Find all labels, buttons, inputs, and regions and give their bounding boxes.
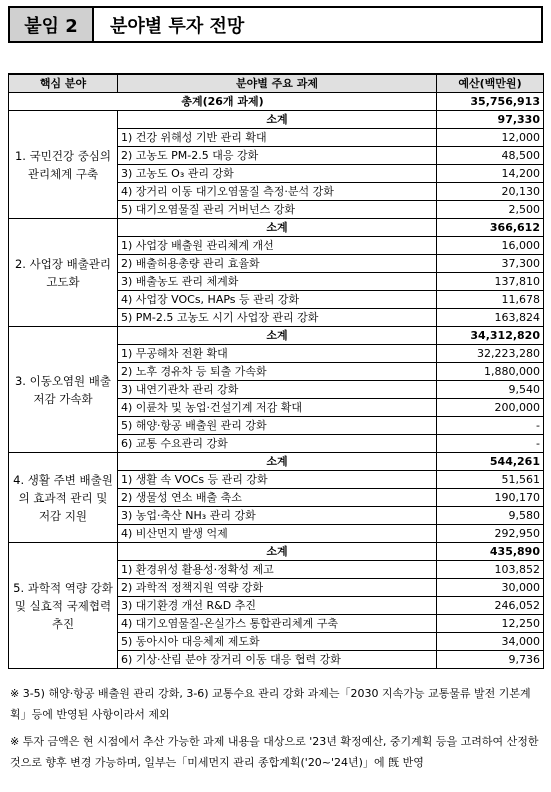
task-cell: 5) 동아시아 대응체제 제도화 (118, 633, 437, 651)
budget-cell: 12,250 (437, 615, 544, 633)
category-cell: 1. 국민건강 중심의 관리체계 구축 (9, 111, 118, 219)
budget-cell: 163,824 (437, 309, 544, 327)
budget-cell: 14,200 (437, 165, 544, 183)
subtotal-label: 소계 (118, 453, 437, 471)
budget-cell: 9,540 (437, 381, 544, 399)
budget-cell: - (437, 417, 544, 435)
task-cell: 3) 내연기관차 관리 강화 (118, 381, 437, 399)
budget-cell: - (437, 435, 544, 453)
subtotal-value: 435,890 (437, 543, 544, 561)
budget-cell: 11,678 (437, 291, 544, 309)
budget-cell: 103,852 (437, 561, 544, 579)
task-cell: 1) 무공해차 전환 확대 (118, 345, 437, 363)
subtotal-value: 366,612 (437, 219, 544, 237)
budget-cell: 190,170 (437, 489, 544, 507)
budget-cell: 9,736 (437, 651, 544, 669)
budget-cell: 292,950 (437, 525, 544, 543)
budget-cell: 137,810 (437, 273, 544, 291)
total-label: 총계(26개 과제) (9, 93, 437, 111)
task-cell: 6) 교통 수요관리 강화 (118, 435, 437, 453)
total-row (9, 93, 544, 111)
header-category: 핵심 분야 (9, 74, 118, 93)
task-cell: 5) 해양·항공 배출원 관리 강화 (118, 417, 437, 435)
category-cell: 4. 생활 주변 배출원의 효과적 관리 및 저감 지원 (9, 453, 118, 543)
table-header-row (9, 74, 544, 93)
budget-cell: 37,300 (437, 255, 544, 273)
subtotal-value: 34,312,820 (437, 327, 544, 345)
subtotal-row (9, 219, 544, 237)
budget-cell: 34,000 (437, 633, 544, 651)
title-bar (8, 6, 543, 43)
task-cell: 1) 사업장 배출원 관리체계 개선 (118, 237, 437, 255)
task-cell: 2) 고농도 PM-2.5 대응 강화 (118, 147, 437, 165)
budget-cell: 20,130 (437, 183, 544, 201)
task-cell: 3) 대기환경 개선 R&D 추진 (118, 597, 437, 615)
header-task: 분야별 주요 과제 (118, 74, 437, 93)
page-title: 분야별 투자 전망 (110, 15, 245, 37)
task-cell: 2) 과학적 정책지원 역량 강화 (118, 579, 437, 597)
budget-cell: 9,580 (437, 507, 544, 525)
task-cell: 3) 배출농도 관리 체계화 (118, 273, 437, 291)
task-cell: 3) 고농도 O₃ 관리 강화 (118, 165, 437, 183)
task-cell: 2) 배출허용총량 관리 효율화 (118, 255, 437, 273)
subtotal-label: 소계 (118, 543, 437, 561)
note-1: ※ 3-5) 해양·항공 배출원 관리 강화, 3-6) 교통수요 관리 강화 과제는「2030 지속가능 교통물류 발전 기본계획」등에 반영된 사항이라서 제외 (10, 687, 531, 721)
task-cell: 4) 비산먼지 발생 억제 (118, 525, 437, 543)
subtotal-label: 소계 (118, 219, 437, 237)
task-cell: 4) 이륜차 및 농업·건설기계 저감 확대 (118, 399, 437, 417)
task-cell: 6) 기상·산림 분야 장거리 이동 대응 협력 강화 (118, 651, 437, 669)
budget-cell: 32,223,280 (437, 345, 544, 363)
header-budget: 예산(백만원) (437, 74, 544, 93)
task-cell: 2) 노후 경유차 등 퇴출 가속화 (118, 363, 437, 381)
budget-cell: 200,000 (437, 399, 544, 417)
task-cell: 4) 대기오염물질-온실가스 통합관리체계 구축 (118, 615, 437, 633)
budget-cell: 246,052 (437, 597, 544, 615)
task-cell: 2) 생물성 연소 배출 축소 (118, 489, 437, 507)
subtotal-row (9, 453, 544, 471)
subtotal-row (9, 327, 544, 345)
budget-cell: 48,500 (437, 147, 544, 165)
task-cell: 5) PM-2.5 고농도 시기 사업장 관리 강화 (118, 309, 437, 327)
attachment-badge: 붙임 2 (10, 8, 94, 41)
budget-cell: 51,561 (437, 471, 544, 489)
task-cell: 1) 건강 위해성 기반 관리 확대 (118, 129, 437, 147)
task-cell: 1) 생활 속 VOCs 등 관리 강화 (118, 471, 437, 489)
table-body (9, 93, 544, 669)
subtotal-label: 소계 (118, 111, 437, 129)
task-cell: 1) 환경위성 활용성·정확성 제고 (118, 561, 437, 579)
task-cell: 4) 장거리 이동 대기오염물질 측정·분석 강화 (118, 183, 437, 201)
subtotal-label: 소계 (118, 327, 437, 345)
budget-cell: 12,000 (437, 129, 544, 147)
task-cell: 5) 대기오염물질 관리 거버넌스 강화 (118, 201, 437, 219)
subtotal-row (9, 111, 544, 129)
total-value: 35,756,913 (437, 93, 544, 111)
task-cell: 3) 농업·축산 NH₃ 관리 강화 (118, 507, 437, 525)
budget-cell: 16,000 (437, 237, 544, 255)
task-cell: 4) 사업장 VOCs, HAPs 등 관리 강화 (118, 291, 437, 309)
budget-cell: 30,000 (437, 579, 544, 597)
investment-table (8, 73, 544, 669)
note-2: ※ 투자 금액은 현 시점에서 추산 가능한 과제 내용을 대상으로 '23년 확정예산, 중기계획 등을 고려하여 산정한 것으로 향후 변경 가능하며, 일부는「미세먼지 관리 종합계획('20~'24년)」에 旣 반영 (10, 735, 539, 769)
subtotal-value: 544,261 (437, 453, 544, 471)
category-cell: 5. 과학적 역량 강화 및 실효적 국제협력 추진 (9, 543, 118, 669)
subtotal-row (9, 543, 544, 561)
category-cell: 2. 사업장 배출관리 고도화 (9, 219, 118, 327)
category-cell: 3. 이동오염원 배출 저감 가속화 (9, 327, 118, 453)
budget-cell: 2,500 (437, 201, 544, 219)
budget-cell: 1,880,000 (437, 363, 544, 381)
subtotal-value: 97,330 (437, 111, 544, 129)
